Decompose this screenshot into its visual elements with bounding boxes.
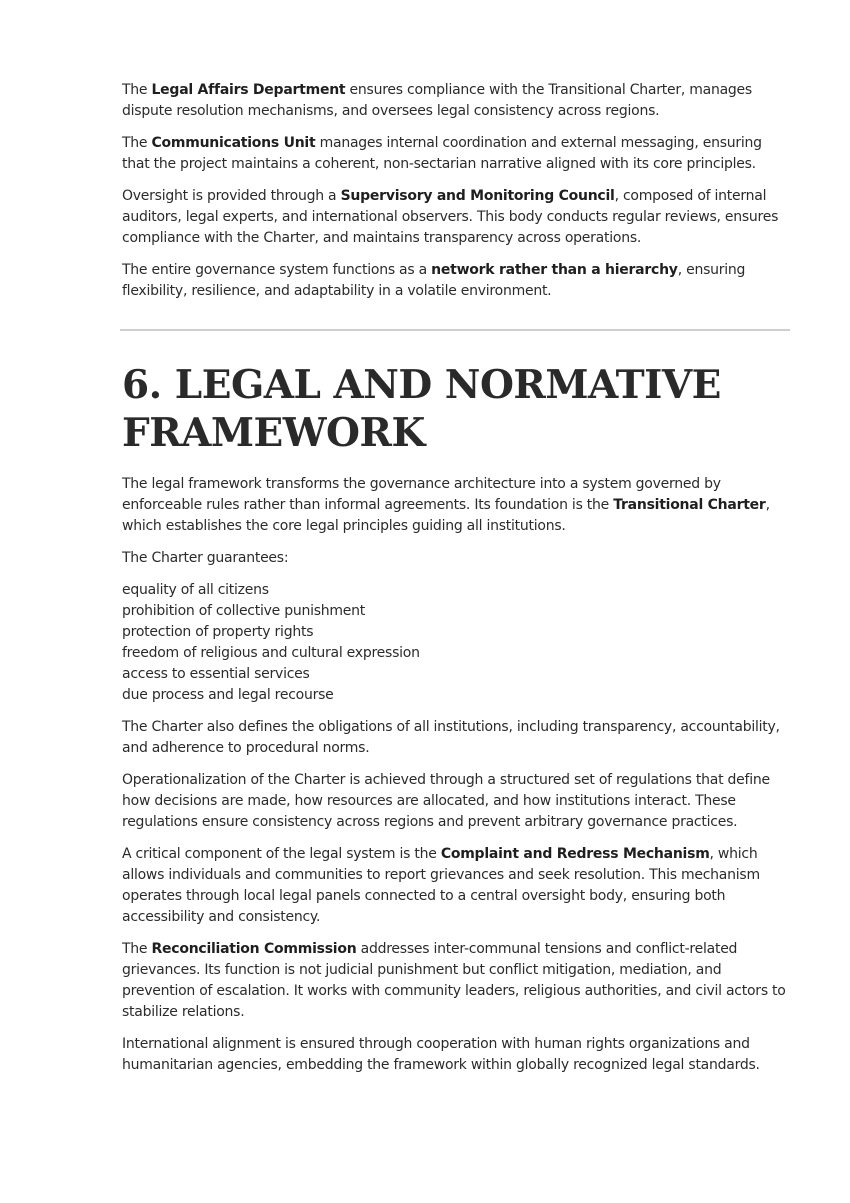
paragraph-legal-affairs: The Legal Affairs Department ensures compliance with the Transitional Charter, manages dispute resolution mechanisms, and oversees legal consistency across regions. [122,82,752,119]
guarantees-lead: The Charter guarantees: [122,550,289,566]
list-item: due process and legal recourse [122,687,334,703]
list-item: prohibition of collective punishment [122,603,366,619]
paragraph-intro: The legal framework transforms the governance architecture into a system governed by enforceable rules rather than informal agreements. Its foundation is the Transitional Charter, which establishes the core legal principles guiding all institutions. [122,476,770,534]
paragraph-communications: The Communications Unit manages internal coordination and external messaging, ensuring that the project maintains a coherent, non-sectarian narrative aligned with its core principles. [122,135,762,172]
paragraph-reconciliation: The Reconciliation Commission addresses inter-communal tensions and conflict-related grievances. Its function is not judicial punishment but conflict mitigation, mediation, and prevention of escalation. It works with community leaders, religious authorities, and civil actors to stabilize relations. [122,941,786,1020]
paragraph-oversight: Oversight is provided through a Supervisory and Monitoring Council, composed of internal auditors, legal experts, and international observers. This body conducts regular reviews, ensures compliance with the Charter, and maintains transparency across operations. [122,188,779,246]
guarantees-list [122,580,792,706]
section-heading: 6. LEGAL AND NORMATIVE FRAMEWORK [122,362,721,456]
list-item: access to essential services [122,666,310,682]
list-item: protection of property rights [122,624,314,640]
list-item: freedom of religious and cultural expression [122,645,420,661]
paragraph-international: International alignment is ensured through cooperation with human rights organizations and humanitarian agencies, embedding the framework within globally recognized legal standards. [122,1036,760,1073]
section-divider [120,329,790,331]
paragraph-complaint: A critical component of the legal system is the Complaint and Redress Mechanism, which allows individuals and communities to report grievances and seek resolution. This mechanism operates through local legal panels connected to a central oversight body, ensuring both accessibility and consistency. [122,846,760,925]
paragraph-operationalization: Operationalization of the Charter is achieved through a structured set of regulations that define how decisions are made, how resources are allocated, and how institutions interact. These regulations ensure consistency across regions and prevent arbitrary governance practices. [122,772,770,830]
paragraph-obligations: The Charter also defines the obligations of all institutions, including transparency, accountability, and adherence to procedural norms. [122,719,780,756]
paragraph-network: The entire governance system functions as a network rather than a hierarchy, ensuring flexibility, resilience, and adaptability in a volatile environment. [122,262,746,299]
document-page [122,80,792,1087]
list-item: equality of all citizens [122,582,269,598]
